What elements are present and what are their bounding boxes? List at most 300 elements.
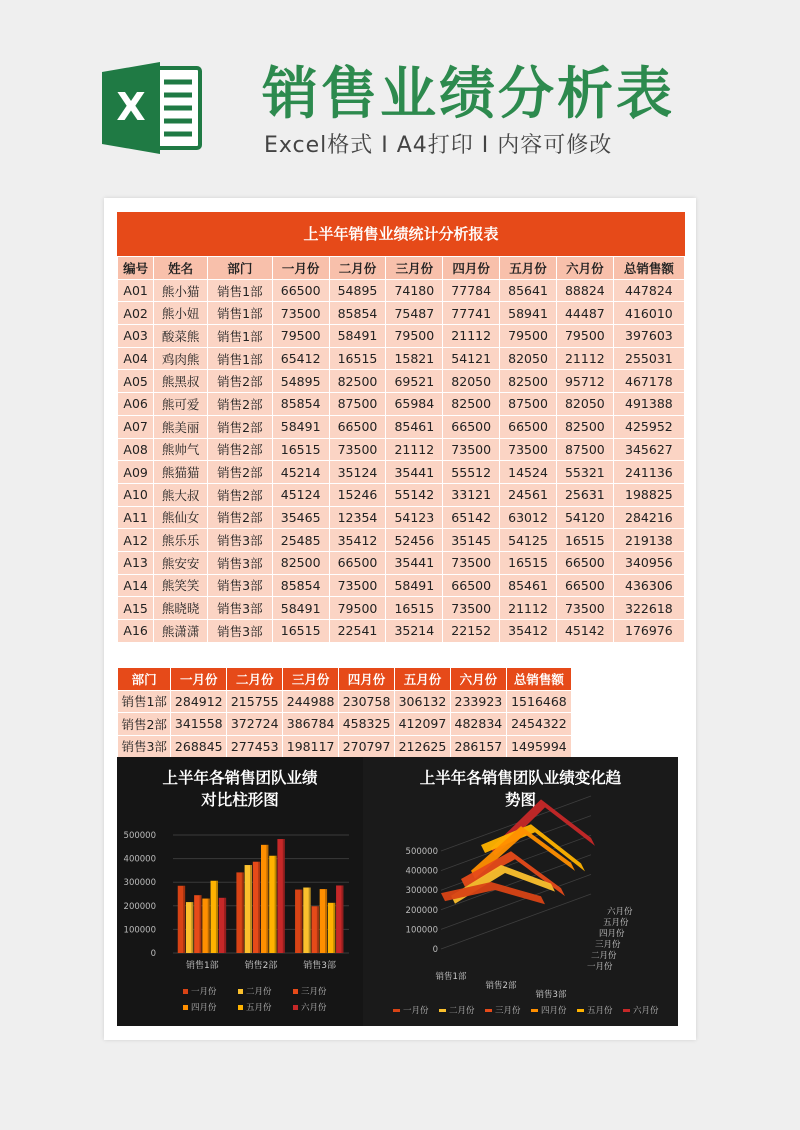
table-cell: 22541 (329, 620, 386, 643)
legend-label: 四月份 (191, 1003, 217, 1013)
table-row (118, 302, 685, 325)
table-row (118, 347, 685, 370)
table-cell: 16515 (329, 347, 386, 370)
bar-shade (258, 862, 260, 953)
legend-swatch (293, 1005, 298, 1010)
summary-cell: 412097 (395, 713, 451, 736)
legend-label: 一月份 (191, 987, 217, 997)
table-cell: 436306 (613, 574, 684, 597)
table-cell: 66500 (443, 415, 500, 438)
table-cell: 15246 (329, 483, 386, 506)
summary-cell: 284912 (171, 690, 227, 713)
legend-swatch (293, 989, 298, 994)
summary-row (118, 713, 572, 736)
table-cell: 35412 (500, 620, 557, 643)
summary-header-cell: 一月份 (171, 668, 227, 691)
page-title: 销售业绩分析表 (262, 62, 675, 127)
trend-chart-svg (363, 757, 678, 1026)
legend-label: 六月份 (301, 1003, 327, 1013)
table-cell: 85854 (329, 302, 386, 325)
table-cell: 73500 (443, 438, 500, 461)
table-cell: 54120 (556, 506, 613, 529)
depth-axis-label: 一月份 (587, 962, 613, 972)
table-header-cell: 总销售额 (613, 257, 684, 280)
legend-swatch (623, 1009, 630, 1012)
table-cell: 73500 (500, 438, 557, 461)
table-cell: 82050 (556, 393, 613, 416)
bar-shade (200, 895, 202, 953)
table-cell: A16 (118, 620, 154, 643)
bar-shade (275, 856, 277, 953)
summary-cell: 306132 (395, 690, 451, 713)
table-cell: 销售2部 (207, 461, 272, 484)
summary-cell: 销售3部 (118, 735, 171, 758)
bar-shade (333, 903, 335, 953)
bar-shade (216, 881, 218, 953)
table-cell: 22152 (443, 620, 500, 643)
table-cell: 54895 (272, 370, 329, 393)
table-cell: 35441 (386, 461, 443, 484)
table-header-cell: 部门 (207, 257, 272, 280)
svg-text:X: X (116, 85, 146, 129)
y-tick-label: 100000 (123, 925, 156, 936)
table-cell: 销售2部 (207, 506, 272, 529)
table-cell: 88824 (556, 279, 613, 302)
legend-swatch (393, 1009, 400, 1012)
table-row (118, 574, 685, 597)
summary-cell: 230758 (339, 690, 395, 713)
table-cell: 25631 (556, 483, 613, 506)
table-cell: 21112 (386, 438, 443, 461)
table-cell: A07 (118, 415, 154, 438)
table-cell: 66500 (556, 551, 613, 574)
legend-label: 五月份 (587, 1006, 613, 1016)
x-category-label: 销售2部 (485, 981, 517, 991)
table-cell: 82500 (500, 370, 557, 393)
table-cell: A09 (118, 461, 154, 484)
table-cell: 87500 (556, 438, 613, 461)
legend-label: 二月份 (449, 1006, 475, 1016)
trend-chart-title-line2: 势图 (504, 791, 536, 809)
table-row (118, 415, 685, 438)
table-cell: 82500 (443, 393, 500, 416)
legend-label: 一月份 (403, 1006, 429, 1016)
table-cell: 35124 (329, 461, 386, 484)
bar-shade (317, 906, 319, 953)
table-header-cell: 编号 (118, 257, 154, 280)
bar-shade (309, 888, 311, 953)
y-tick-label: 500000 (123, 831, 156, 841)
summary-header-cell: 四月份 (339, 668, 395, 691)
table-cell: 65412 (272, 347, 329, 370)
legend-swatch (183, 989, 188, 994)
table-row (118, 325, 685, 348)
legend-swatch (439, 1009, 446, 1012)
table-caption: 上半年销售业绩统计分析报表 (117, 212, 685, 256)
summary-header-cell: 五月份 (395, 668, 451, 691)
table-row (118, 461, 685, 484)
table-row (118, 393, 685, 416)
summary-header-cell: 部门 (118, 668, 171, 691)
sales-detail-table (117, 212, 685, 643)
depth-axis-label: 三月份 (595, 940, 621, 950)
table-cell: 255031 (613, 347, 684, 370)
table-cell: 熊可爱 (154, 393, 208, 416)
table-cell: 447824 (613, 279, 684, 302)
bar-shade (191, 902, 193, 953)
legend-swatch (531, 1009, 538, 1012)
table-cell: 82050 (443, 370, 500, 393)
table-cell: 熊潇潇 (154, 620, 208, 643)
table-cell: 16515 (500, 551, 557, 574)
table-cell: 219138 (613, 529, 684, 552)
table-cell: 241136 (613, 461, 684, 484)
table-cell: 35441 (386, 551, 443, 574)
table-cell: 熊乐乐 (154, 529, 208, 552)
table-cell: 425952 (613, 415, 684, 438)
table-header-cell: 五月份 (500, 257, 557, 280)
table-cell: 397603 (613, 325, 684, 348)
summary-cell: 233923 (450, 690, 506, 713)
summary-cell: 销售1部 (118, 690, 171, 713)
table-cell: 54121 (443, 347, 500, 370)
legend-swatch (485, 1009, 492, 1012)
table-cell: 176976 (613, 620, 684, 643)
table-header-cell: 姓名 (154, 257, 208, 280)
table-cell: 熊大叔 (154, 483, 208, 506)
legend-swatch (238, 1005, 243, 1010)
y-tick-label: 200000 (405, 905, 438, 916)
table-cell: 45142 (556, 620, 613, 643)
table-cell: 销售1部 (207, 279, 272, 302)
table-row (118, 620, 685, 643)
bar-shade (242, 872, 244, 953)
bar-chart-panel (117, 757, 363, 1026)
table-cell: A12 (118, 529, 154, 552)
y-tick-label: 300000 (405, 886, 438, 897)
table-header-cell: 一月份 (272, 257, 329, 280)
table-cell: 16515 (272, 620, 329, 643)
table-cell: 25485 (272, 529, 329, 552)
table-row (118, 370, 685, 393)
table-cell: 66500 (329, 415, 386, 438)
summary-cell: 1495994 (506, 735, 571, 758)
table-cell: 销售1部 (207, 347, 272, 370)
table-cell: 77784 (443, 279, 500, 302)
bar-shade (224, 898, 226, 953)
table-cell: 15821 (386, 347, 443, 370)
table-cell: 35214 (386, 620, 443, 643)
legend-swatch (238, 989, 243, 994)
table-cell: 73500 (443, 597, 500, 620)
table-cell: 21112 (443, 325, 500, 348)
table-cell: A04 (118, 347, 154, 370)
table-cell: 销售3部 (207, 529, 272, 552)
table-cell: A01 (118, 279, 154, 302)
table-cell: 16515 (386, 597, 443, 620)
y-tick-label: 200000 (123, 901, 156, 912)
summary-cell: 268845 (171, 735, 227, 758)
table-cell: 82500 (556, 415, 613, 438)
table-cell: 82050 (500, 347, 557, 370)
table-cell: 35412 (329, 529, 386, 552)
table-cell: 73500 (272, 302, 329, 325)
table-cell: A06 (118, 393, 154, 416)
legend-label: 六月份 (633, 1006, 659, 1016)
table-cell: 55142 (386, 483, 443, 506)
bar-chart-svg (117, 757, 363, 1026)
excel-logo-icon (102, 62, 202, 154)
depth-axis-label: 四月份 (599, 929, 625, 939)
x-category-label: 销售3部 (303, 961, 337, 971)
table-cell: 销售2部 (207, 370, 272, 393)
table-cell: 54895 (329, 279, 386, 302)
summary-row (118, 735, 572, 758)
depth-axis-label: 二月份 (591, 951, 617, 961)
y-tick-label: 400000 (405, 866, 438, 877)
table-cell: 销售3部 (207, 574, 272, 597)
bar-shade (341, 885, 343, 953)
summary-cell: 215755 (227, 690, 283, 713)
bar-chart-title-line1: 上半年各销售团队业绩 (162, 769, 318, 787)
x-category-label: 销售1部 (435, 972, 467, 982)
table-cell: 58491 (329, 325, 386, 348)
y-tick-label: 0 (150, 949, 156, 959)
table-header-cell: 二月份 (329, 257, 386, 280)
table-cell: 73500 (329, 438, 386, 461)
table-cell: 73500 (329, 574, 386, 597)
table-header-cell: 六月份 (556, 257, 613, 280)
summary-cell: 198117 (283, 735, 339, 758)
y-tick-label: 300000 (123, 878, 156, 889)
table-header-cell: 三月份 (386, 257, 443, 280)
table-cell: 鸡肉熊 (154, 347, 208, 370)
table-cell: 66500 (500, 415, 557, 438)
table-row (118, 483, 685, 506)
bar-shade (266, 845, 268, 953)
table-cell: 95712 (556, 370, 613, 393)
table-cell: 74180 (386, 279, 443, 302)
table-cell: 33121 (443, 483, 500, 506)
legend-label: 三月份 (301, 987, 327, 997)
trend-chart-title-line1: 上半年各销售团队业绩变化趋 (419, 769, 622, 787)
table-cell: 416010 (613, 302, 684, 325)
summary-header-cell: 六月份 (450, 668, 506, 691)
table-cell: 酸菜熊 (154, 325, 208, 348)
table-row (118, 279, 685, 302)
bar-shade (283, 839, 285, 953)
table-cell: A14 (118, 574, 154, 597)
table-cell: 491388 (613, 393, 684, 416)
table-cell: 35145 (443, 529, 500, 552)
table-cell: 198825 (613, 483, 684, 506)
table-cell: 55321 (556, 461, 613, 484)
bar-shade (183, 886, 185, 953)
table-cell: 66500 (329, 551, 386, 574)
summary-cell: 270797 (339, 735, 395, 758)
trend-chart-panel (363, 757, 678, 1026)
table-cell: 322618 (613, 597, 684, 620)
table-row (118, 438, 685, 461)
summary-cell: 286157 (450, 735, 506, 758)
y-tick-label: 100000 (405, 925, 438, 936)
table-cell: 79500 (386, 325, 443, 348)
table-cell: 66500 (556, 574, 613, 597)
table-cell: 58491 (386, 574, 443, 597)
legend-swatch (183, 1005, 188, 1010)
table-row (118, 597, 685, 620)
summary-cell: 244988 (283, 690, 339, 713)
table-cell: 85461 (386, 415, 443, 438)
table-cell: 87500 (329, 393, 386, 416)
table-cell: 熊晓晓 (154, 597, 208, 620)
table-cell: 销售1部 (207, 302, 272, 325)
table-cell: 66500 (272, 279, 329, 302)
summary-cell: 341558 (171, 713, 227, 736)
table-cell: 销售2部 (207, 438, 272, 461)
table-cell: A02 (118, 302, 154, 325)
table-cell: 73500 (443, 551, 500, 574)
table-cell: 45214 (272, 461, 329, 484)
table-cell: 熊小猫 (154, 279, 208, 302)
summary-cell: 277453 (227, 735, 283, 758)
table-cell: 销售1部 (207, 325, 272, 348)
table-cell: 销售2部 (207, 483, 272, 506)
table-cell: 54123 (386, 506, 443, 529)
table-cell: 65142 (443, 506, 500, 529)
legend-swatch (577, 1009, 584, 1012)
depth-axis-label: 六月份 (607, 907, 633, 917)
table-cell: 熊美丽 (154, 415, 208, 438)
legend-label: 二月份 (246, 987, 272, 997)
table-row (118, 529, 685, 552)
table-cell: A15 (118, 597, 154, 620)
table-cell: 82500 (272, 551, 329, 574)
table-cell: 58491 (272, 597, 329, 620)
summary-header-cell: 三月份 (283, 668, 339, 691)
table-cell: A10 (118, 483, 154, 506)
legend-label: 四月份 (541, 1006, 567, 1016)
table-cell: 79500 (329, 597, 386, 620)
table-cell: A13 (118, 551, 154, 574)
table-cell: A05 (118, 370, 154, 393)
table-cell: 熊小妞 (154, 302, 208, 325)
legend-label: 五月份 (246, 1003, 272, 1013)
bar-shade (325, 889, 327, 953)
table-cell: 79500 (272, 325, 329, 348)
summary-header-cell: 总销售额 (506, 668, 571, 691)
table-cell: 58491 (272, 415, 329, 438)
summary-cell: 销售2部 (118, 713, 171, 736)
table-cell: 340956 (613, 551, 684, 574)
table-cell: 73500 (556, 597, 613, 620)
y-tick-label: 500000 (405, 847, 438, 857)
summary-cell: 482834 (450, 713, 506, 736)
bar-shade (208, 899, 210, 953)
table-cell: 14524 (500, 461, 557, 484)
table-cell: 熊猫猫 (154, 461, 208, 484)
department-summary-table (117, 667, 572, 758)
table-cell: 销售3部 (207, 551, 272, 574)
table-row (118, 506, 685, 529)
table-cell: 65984 (386, 393, 443, 416)
table-cell: A11 (118, 506, 154, 529)
table-cell: 54125 (500, 529, 557, 552)
table-cell: 87500 (500, 393, 557, 416)
table-cell: 345627 (613, 438, 684, 461)
depth-axis-label: 五月份 (603, 918, 629, 928)
table-cell: 85854 (272, 574, 329, 597)
bar-shade (250, 865, 252, 953)
table-header-cell: 四月份 (443, 257, 500, 280)
table-cell: 85641 (500, 279, 557, 302)
bar-chart-title-line2: 对比柱形图 (201, 791, 279, 809)
table-header-row (118, 257, 685, 280)
summary-cell: 372724 (227, 713, 283, 736)
table-cell: A03 (118, 325, 154, 348)
table-cell: 467178 (613, 370, 684, 393)
table-cell: 熊黑叔 (154, 370, 208, 393)
table-cell: 熊帅气 (154, 438, 208, 461)
table-cell: 69521 (386, 370, 443, 393)
table-cell: 销售3部 (207, 620, 272, 643)
table-cell: 熊仙女 (154, 506, 208, 529)
table-cell: 63012 (500, 506, 557, 529)
table-cell: 55512 (443, 461, 500, 484)
table-cell: 熊笑笑 (154, 574, 208, 597)
table-cell: 16515 (556, 529, 613, 552)
bar-shade (300, 890, 302, 953)
table-cell: 66500 (443, 574, 500, 597)
table-cell: 21112 (556, 347, 613, 370)
summary-row (118, 690, 572, 713)
table-cell: A08 (118, 438, 154, 461)
x-category-label: 销售1部 (185, 961, 219, 971)
table-cell: 熊安安 (154, 551, 208, 574)
table-cell: 21112 (500, 597, 557, 620)
table-cell: 85461 (500, 574, 557, 597)
summary-cell: 1516468 (506, 690, 571, 713)
table-cell: 12354 (329, 506, 386, 529)
summary-header-row (118, 668, 572, 691)
table-cell: 77741 (443, 302, 500, 325)
table-cell: 58941 (500, 302, 557, 325)
table-cell: 75487 (386, 302, 443, 325)
table-cell: 79500 (556, 325, 613, 348)
page-subtitle: Excel格式 I A4打印 I 内容可修改 (264, 133, 613, 158)
table-cell: 82500 (329, 370, 386, 393)
table-cell: 79500 (500, 325, 557, 348)
table-cell: 16515 (272, 438, 329, 461)
table-cell: 52456 (386, 529, 443, 552)
page-header (0, 0, 800, 190)
summary-cell: 212625 (395, 735, 451, 758)
summary-cell: 2454322 (506, 713, 571, 736)
legend-label: 三月份 (495, 1006, 521, 1016)
table-cell: 35465 (272, 506, 329, 529)
table-cell: 销售2部 (207, 393, 272, 416)
table-cell: 销售3部 (207, 597, 272, 620)
table-cell: 销售2部 (207, 415, 272, 438)
summary-cell: 386784 (283, 713, 339, 736)
table-cell: 44487 (556, 302, 613, 325)
y-tick-label: 400000 (123, 854, 156, 865)
table-row (118, 551, 685, 574)
summary-header-cell: 二月份 (227, 668, 283, 691)
table-cell: 284216 (613, 506, 684, 529)
table-cell: 24561 (500, 483, 557, 506)
table-cell: 85854 (272, 393, 329, 416)
